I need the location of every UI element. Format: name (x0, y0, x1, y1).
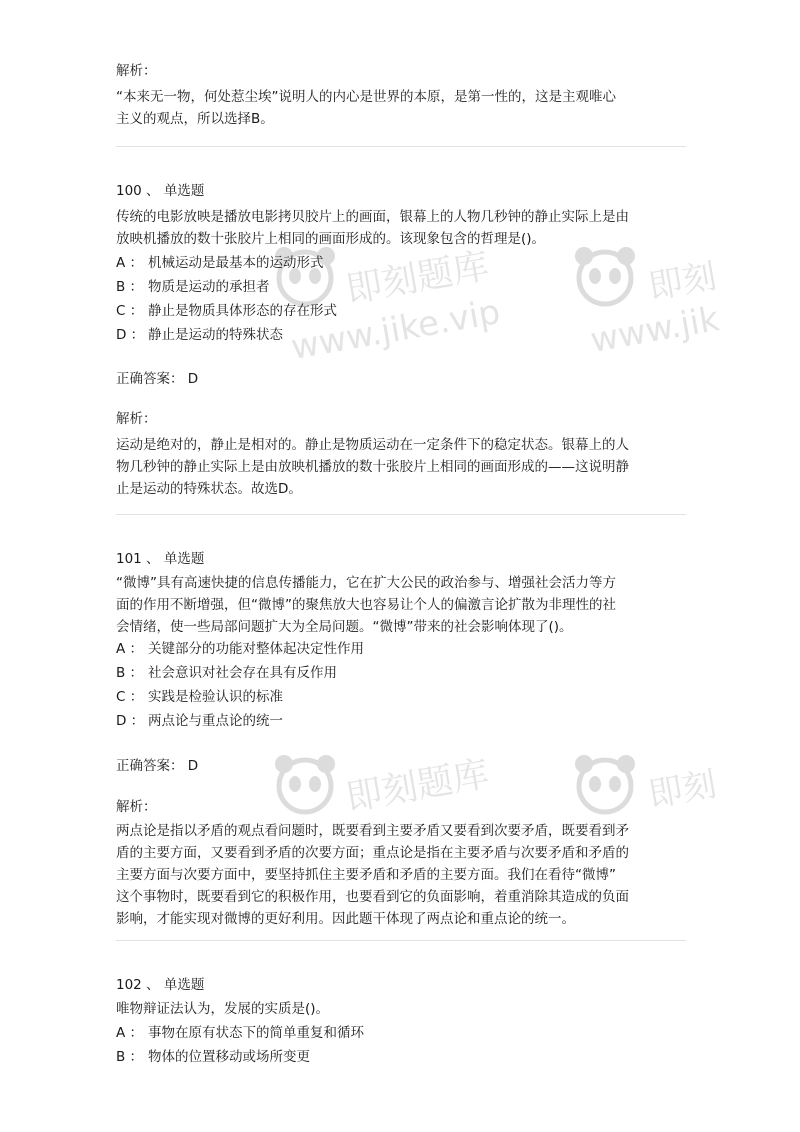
option-text: 事物在原有状态下的简单重复和循环 (148, 1025, 364, 1041)
option-d[interactable] (116, 710, 686, 732)
option-label: B ： (116, 665, 144, 681)
option-label: A ： (116, 1025, 144, 1041)
option-label: C ： (116, 689, 144, 705)
analysis-text: 两点论是指以矛盾的观点看问题时，既要看到主要矛盾又要看到次要矛盾，既要看到矛 盾的主要方面，又要看到矛盾的次要方面；重点论是指在主要矛盾与次要矛盾和矛盾的 主要方面与次要方面中，要坚持抓住主要矛盾和矛盾的主要方面。我们在看待“微博” 这个事物时，既要看到它的积极作用，也要看到它的负面影响，着重消除其造成的负面 影响，才能实现对微博的更好利用。因此题干体现了两点论和重点论的统一。 (116, 823, 629, 927)
option-d[interactable] (116, 324, 686, 346)
correct-answer: 正确答案： D (116, 758, 199, 774)
option-text: 物质是运动的承担者 (148, 279, 270, 295)
question-text: 传统的电影放映是播放电影拷贝胶片上的画面，银幕上的人物几秒钟的静止实际上是由 放映机播放的数十张胶片上相同的画面形成的。该现象包含的哲理是()。 (116, 209, 629, 247)
correct-answer: 正确答案： D (116, 371, 199, 387)
option-label: A ： (116, 255, 144, 271)
analysis-label: 解析： (116, 799, 157, 815)
option-b[interactable] (116, 662, 686, 684)
question-text: “微博”具有高速快捷的信息传播能力，它在扩大公民的政治参与、增强社会活力等方 面的作用不断增强，但“微博”的聚焦放大也容易让个人的偏激言论扩散为非理性的社 会情绪，使一些局部问题扩大为全局问题。“微博”带来的社会影响体现了()。 (116, 575, 616, 635)
option-label: A ： (116, 641, 144, 657)
option-c[interactable] (116, 686, 686, 708)
option-label: D ： (116, 713, 145, 729)
watermark-brand: 即刻题库 (343, 245, 493, 312)
watermark-url-partial: www.jik (587, 299, 723, 361)
option-a[interactable] (116, 638, 686, 660)
watermark-url: www.jike.vip (288, 291, 504, 369)
option-text: 两点论与重点论的统一 (148, 713, 283, 729)
option-b[interactable] (116, 276, 686, 298)
option-text: 机械运动是最基本的运动形式 (148, 255, 324, 271)
option-text: 静止是物质具体形态的存在形式 (148, 303, 337, 319)
option-text: 静止是运动的特殊状态 (148, 327, 283, 343)
option-label: B ： (116, 279, 144, 295)
watermark-brand-2: 即刻题库 (343, 753, 493, 820)
divider (116, 940, 686, 941)
option-label: D ： (116, 327, 145, 343)
question-number: 101 、 单选题 (116, 551, 205, 567)
watermark-brand-partial-2: 即刻 (645, 764, 720, 816)
option-text: 关键部分的功能对整体起决定性作用 (148, 641, 364, 657)
option-a[interactable] (116, 1022, 686, 1044)
option-a[interactable] (116, 252, 686, 274)
option-text: 实践是检验认识的标准 (148, 689, 283, 705)
analysis-text: “本来无一物，何处惹尘埃”说明人的内心是世界的本原，是第一性的，这是主观唯心 主义的观点，所以选择B。 (116, 89, 616, 127)
analysis-label: 解析： (116, 411, 157, 427)
question-number: 100 、 单选题 (116, 183, 205, 199)
option-text: 物体的位置移动或场所变更 (148, 1049, 310, 1065)
divider (116, 146, 686, 147)
option-text: 社会意识对社会存在具有反作用 (148, 665, 337, 681)
option-label: C ： (116, 303, 144, 319)
question-number: 102 、 单选题 (116, 977, 205, 993)
option-b[interactable] (116, 1046, 686, 1068)
question-text: 唯物辩证法认为，发展的实质是()。 (116, 1001, 330, 1017)
option-c[interactable] (116, 300, 686, 322)
divider (116, 514, 686, 515)
option-label: B ： (116, 1049, 144, 1065)
analysis-text: 运动是绝对的，静止是相对的。静止是物质运动在一定条件下的稳定状态。银幕上的人 物几秒钟的静止实际上是由放映机播放的数十张胶片上相同的画面形成的——这说明静 止是运动的特殊状态。故选D。 (116, 437, 629, 497)
analysis-label: 解析： (116, 63, 157, 79)
watermark-brand-partial: 即刻 (645, 256, 720, 308)
